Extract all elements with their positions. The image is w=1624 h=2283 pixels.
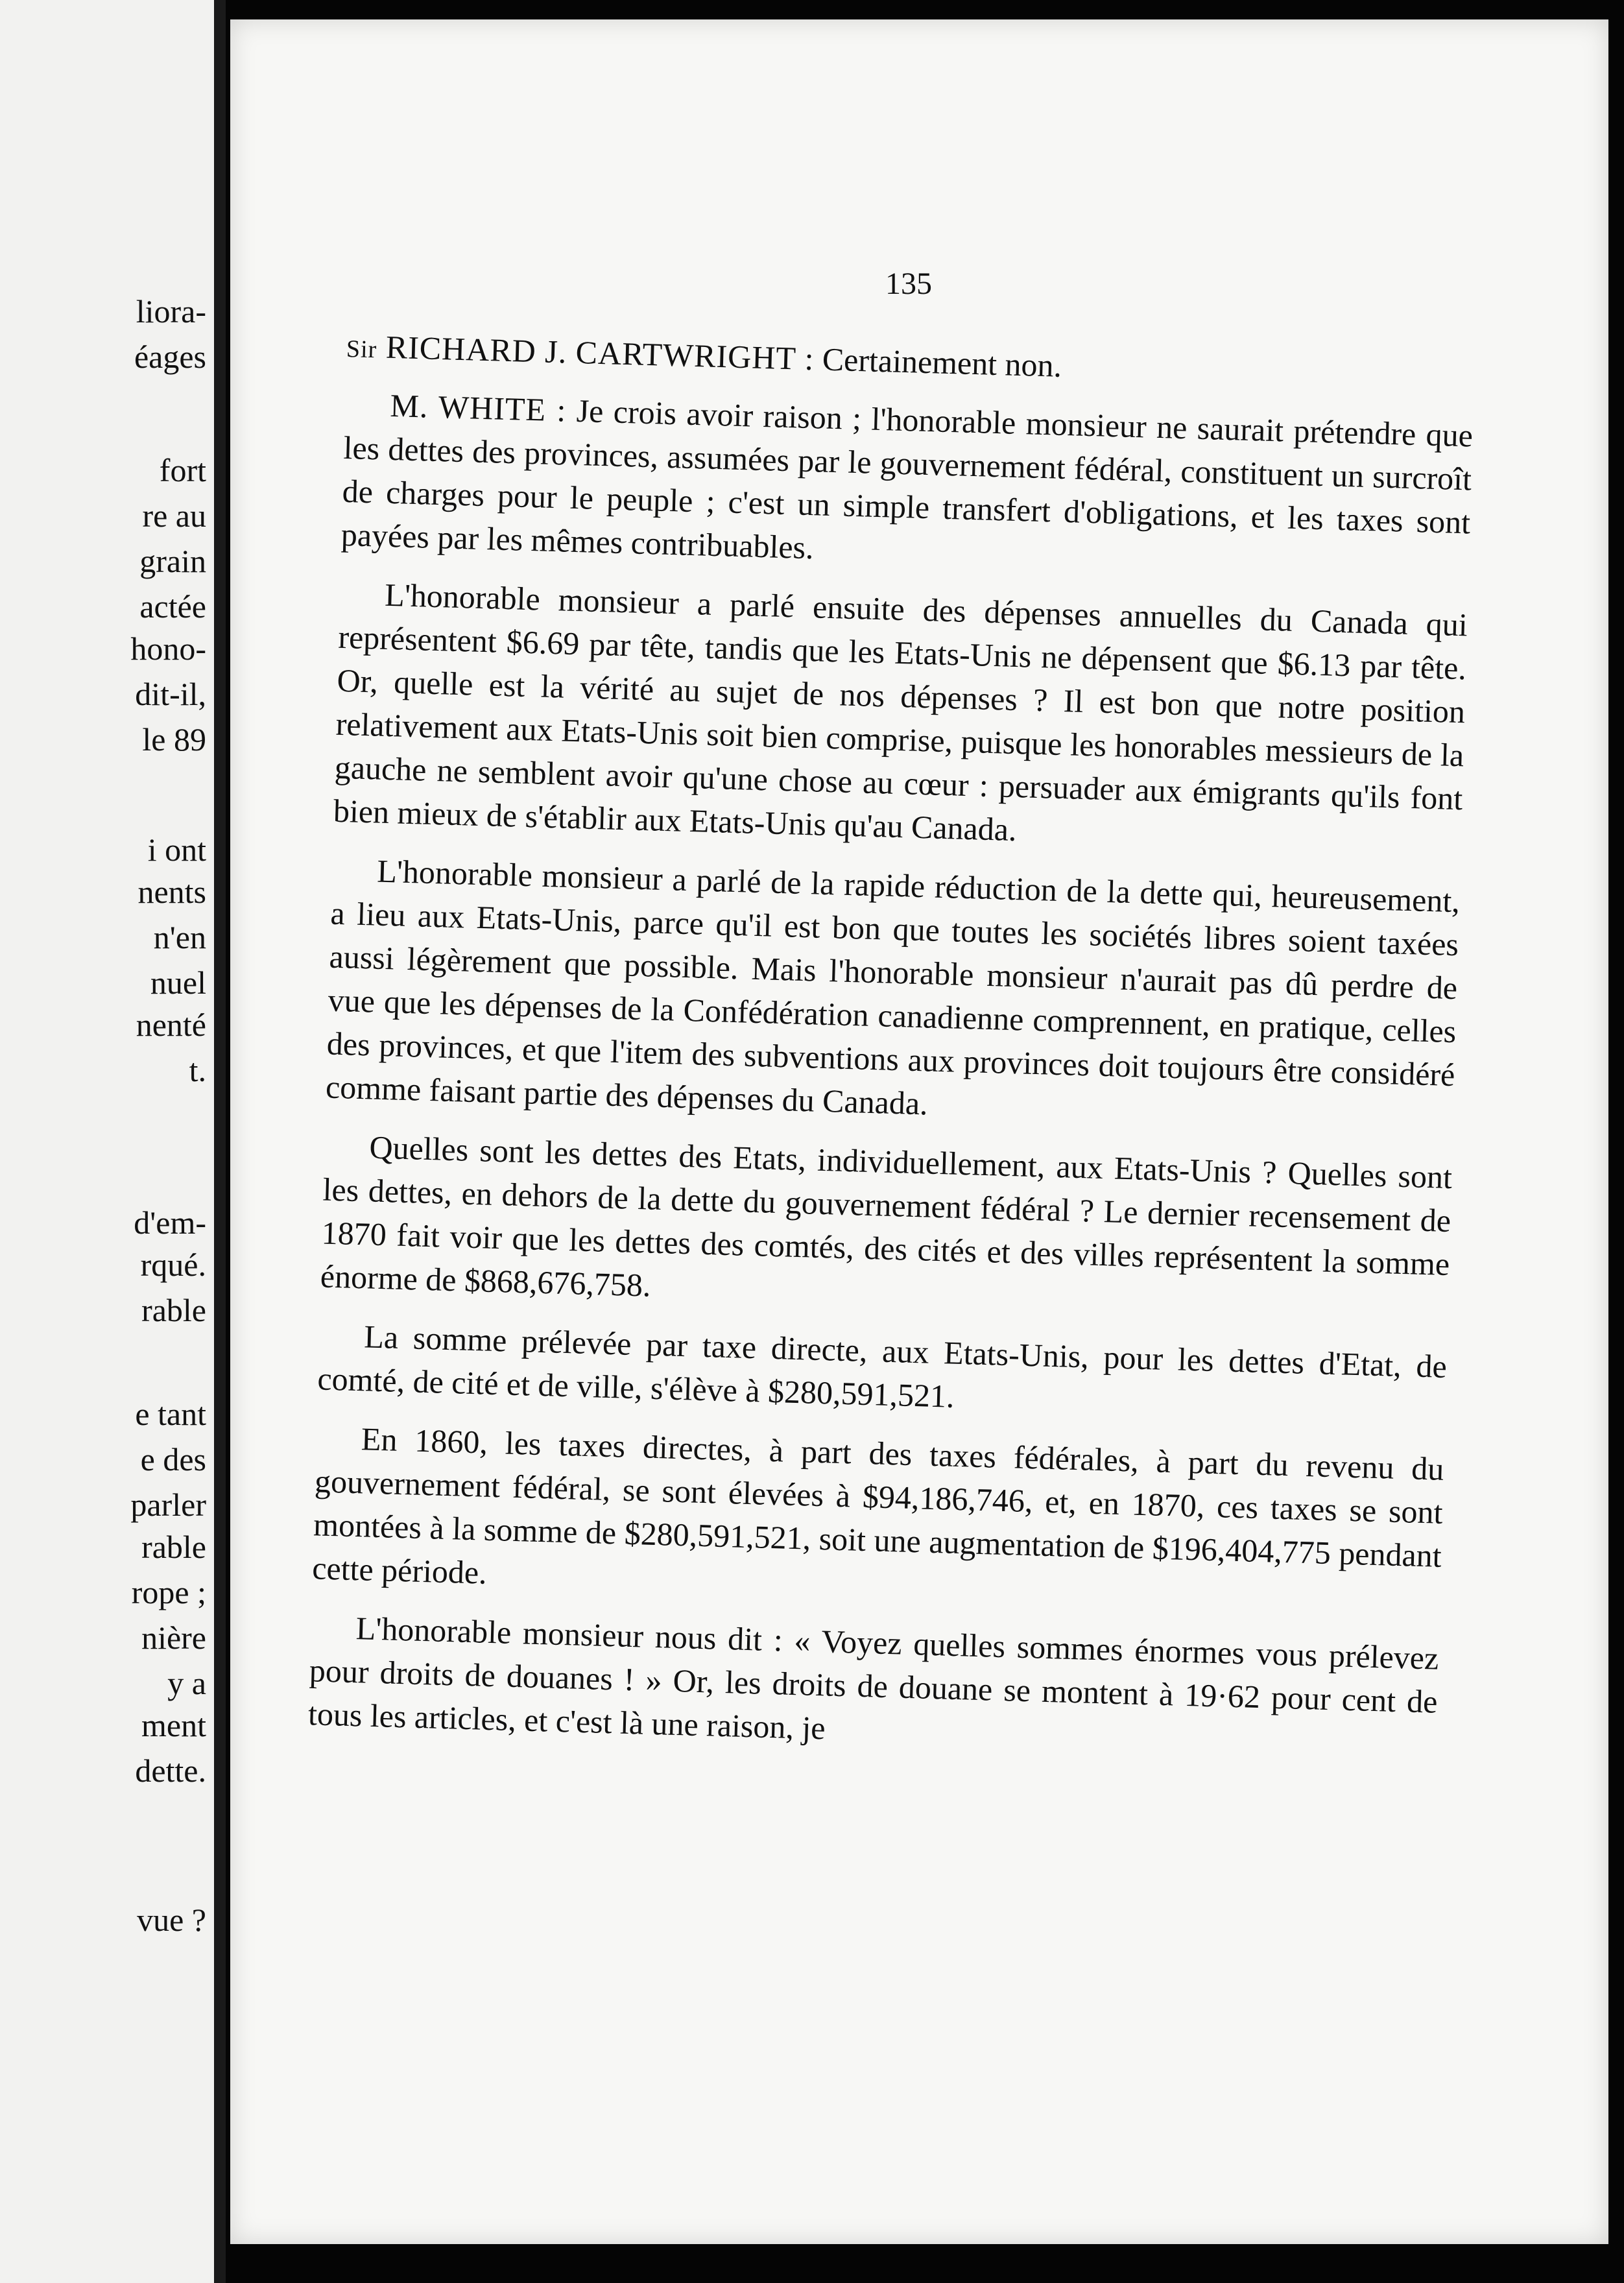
speaker-name: Sir RICHARD J. CARTWRIGHT : [346, 328, 815, 377]
left-page-line: hono- [130, 630, 206, 667]
paragraph-text: Certainement non. [822, 341, 1062, 384]
left-page-line: y a [167, 1665, 206, 1701]
left-page-line: ment [141, 1707, 206, 1743]
left-page-line: vue ? [137, 1902, 206, 1938]
left-page-line: d'em- [134, 1204, 206, 1241]
left-page-line: le 89 [142, 721, 206, 758]
left-page-line: liora- [136, 293, 206, 329]
left-page-line: fort [159, 452, 206, 488]
left-page-line: rope ; [131, 1574, 206, 1610]
left-page-line: parler [130, 1487, 206, 1523]
paragraph: En 1860, les taxes directes, à part des taxes fédérales, à part du revenu du gouvernement fédéral, se sont élevées à $94,186,746, et, en 1870, ces taxes se sont montées à la somme de $280,591,521, soit une augmentation de $196,404,775 pendant cette période. [311, 1420, 1445, 1591]
left-page-line: nière [141, 1620, 206, 1656]
left-page-line: re au [142, 497, 206, 534]
paragraph: L'honorable monsieur a parlé ensuite des dépenses annuelles du Canada qui représentent $6.69 par tête, tandis que les Etats-Unis ne dépensent que $6.13 par tête. Or, quelle est la vérité au sujet de nos dépenses ? Il est bon que notre position relativement aux Etats-Unis soit bien comprise, puisque les honorables messieurs de la gauche ne semblent avoir qu'une chose au cœur : persuader aux émigrants qu'ils font bien mieux de s'établir aux Etats-Unis qu'au Canada. [333, 576, 1468, 848]
left-page-line: rqué. [140, 1247, 206, 1283]
paragraph: La somme prélevée par taxe directe, aux Etats-Unis, pour les dettes d'Etat, de comté, de cité et de ville, s'élève à $280,591,521. [316, 1318, 1448, 1415]
paragraph-text: Je crois avoir raison ; l'honorable monsieur ne saurait prétendre que les dettes des provinces, assumées par le gouvernement fédéral, constituent un surcroît de charges pour le peuple ; c'est un simple transfert d'obligations, et les taxes sont payées par les mêmes contribuables. [340, 392, 1474, 566]
left-page-line: rable [141, 1529, 206, 1565]
left-page-line: dette. [135, 1752, 206, 1789]
paragraph: Quelles sont les dettes des Etats, individuellement, aux Etats-Unis ? Quelles sont les dettes, en dehors de la dette du gouvernement fédéral ? Le dernier recensement de 1870 fait voir que les dettes des comtés, des cités et des villes représentent la somme énorme de $868,676,758. [320, 1129, 1453, 1304]
left-page-line: actée [139, 588, 206, 625]
page-number: 135 [885, 267, 932, 301]
paragraph: L'honorable monsieur a parlé de la rapide réduction de la dette qui, heureusement, a lieu aux Etats-Unis, parce qu'il est bon que toutes les sociétés libres soient taxées aussi légèrement que possible. Mais l'honorable monsieur n'aurait pas dû perdre de vue que les dépenses de la Confédération canadienne comprennent, en pratique, celles des provinces, et que l'item des subventions aux provinces doit toujours être considéré comme faisant partie des dépenses du Canada. [325, 852, 1461, 1122]
left-page-line: rable [141, 1292, 206, 1328]
document-page [230, 19, 1608, 2244]
left-page-line: dit-il, [135, 676, 206, 712]
speaker-name: M. WHITE : [389, 387, 567, 429]
previous-page-fragment [0, 0, 226, 2283]
left-page-line: e tant [135, 1396, 206, 1432]
paragraph-white [340, 383, 1474, 588]
left-page-line: grain [139, 543, 206, 579]
left-page-line: i ont [147, 831, 206, 868]
left-page-line: t. [189, 1052, 206, 1088]
left-page-line: e des [140, 1441, 206, 1477]
left-page-line: nenté [136, 1007, 206, 1043]
left-page-line: nents [137, 874, 206, 910]
page-body [307, 324, 1475, 1783]
left-page-line: nuel [150, 964, 206, 1001]
left-page-line: n'en [153, 919, 206, 955]
left-page-line: éages [134, 339, 206, 375]
paragraph: L'honorable monsieur nous dit : « Voyez quelles sommes énormes vous prélevez pour droits de douanes ! » Or, les droits de douane se montent à 19·62 pour cent de tous les articles, et c'est là une raison, je [307, 1610, 1440, 1747]
